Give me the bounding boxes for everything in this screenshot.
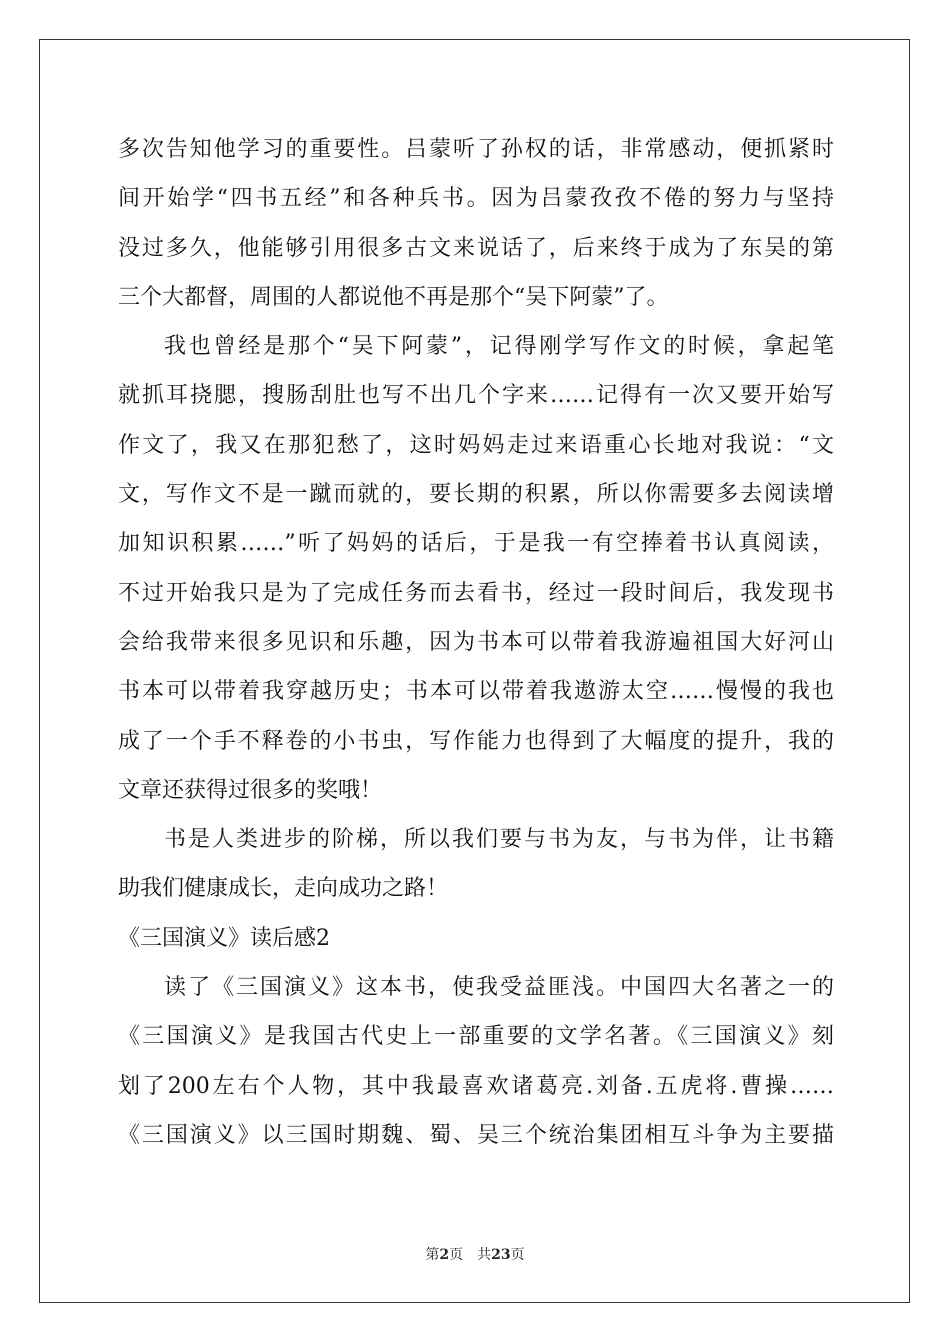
total-prefix: 共: [477, 1247, 492, 1263]
text-line: 助我们健康成长，走向成功之路！: [118, 876, 449, 902]
text-line: 会给我带来很多见识和乐趣，因为书本可以带着我游遍祖国大好河山: [118, 629, 834, 655]
document-body: [118, 125, 834, 1160]
text-line: 多次告知他学习的重要性。吕蒙听了孙权的话，非常感动，便抓紧时: [118, 137, 834, 162]
current-page-number: 2: [439, 1247, 450, 1263]
paragraph-start-line: 我也曾经是那个“吴下阿蒙”，记得刚学写作文的时候，拿起笔: [164, 334, 834, 360]
total-suffix: 页: [510, 1247, 525, 1263]
text-line: 就抓耳挠腮，搜肠刮肚也写不出几个字来……记得有一次又要开始写: [118, 383, 834, 409]
text-line: 间开始学“四书五经”和各种兵书。因为吕蒙孜孜不倦的努力与坚持: [118, 186, 834, 212]
text-line: 书本可以带着我穿越历史；书本可以带着我遨游太空……慢慢的我也: [118, 679, 834, 705]
text-line: 没过多久，他能够引用很多古文来说话了，后来终于成为了东吴的第: [118, 235, 834, 261]
text-line: 《三国演义》是我国古代史上一部重要的文学名著。《三国演义》刻: [118, 1024, 834, 1050]
paragraph-start-line: 书是人类进步的阶梯，所以我们要与书为友，与书为伴，让书籍: [164, 827, 834, 853]
text-line: 文，写作文不是一蹴而就的，要长期的积累，所以你需要多去阅读增: [118, 482, 834, 508]
text-line: 作文了，我又在那犯愁了，这时妈妈走过来语重心长地对我说：“文: [118, 432, 834, 458]
text-line: 加知识积累……”听了妈妈的话后，于是我一有空捧着书认真阅读，: [118, 531, 834, 557]
text-line: 成了一个手不释卷的小书虫，写作能力也得到了大幅度的提升，我的: [118, 728, 834, 754]
text-line: 《三国演义》以三国时期魏、蜀、吴三个统治集团相互斗争为主要描: [118, 1122, 834, 1148]
page-prefix: 第: [425, 1247, 440, 1263]
text-line: 不过开始我只是为了完成任务而去看书，经过一段时间后，我发现书: [118, 580, 834, 606]
page-suffix: 页: [449, 1247, 464, 1263]
page-footer: [0, 1244, 950, 1264]
text-line: 文章还获得过很多的奖哦！: [118, 777, 383, 803]
section-heading: 《三国演义》读后感2: [118, 925, 330, 951]
text-line: 三个大都督，周围的人都说他不再是那个“吴下阿蒙”了。: [118, 284, 669, 310]
total-page-count: 23: [491, 1247, 511, 1263]
paragraph-start-line: 读了《三国演义》这本书，使我受益匪浅。中国四大名著之一的: [164, 975, 834, 1001]
text-line: 划了200左右个人物，其中我最喜欢诸葛亮.刘备.五虎将.曹操……: [118, 1073, 834, 1099]
